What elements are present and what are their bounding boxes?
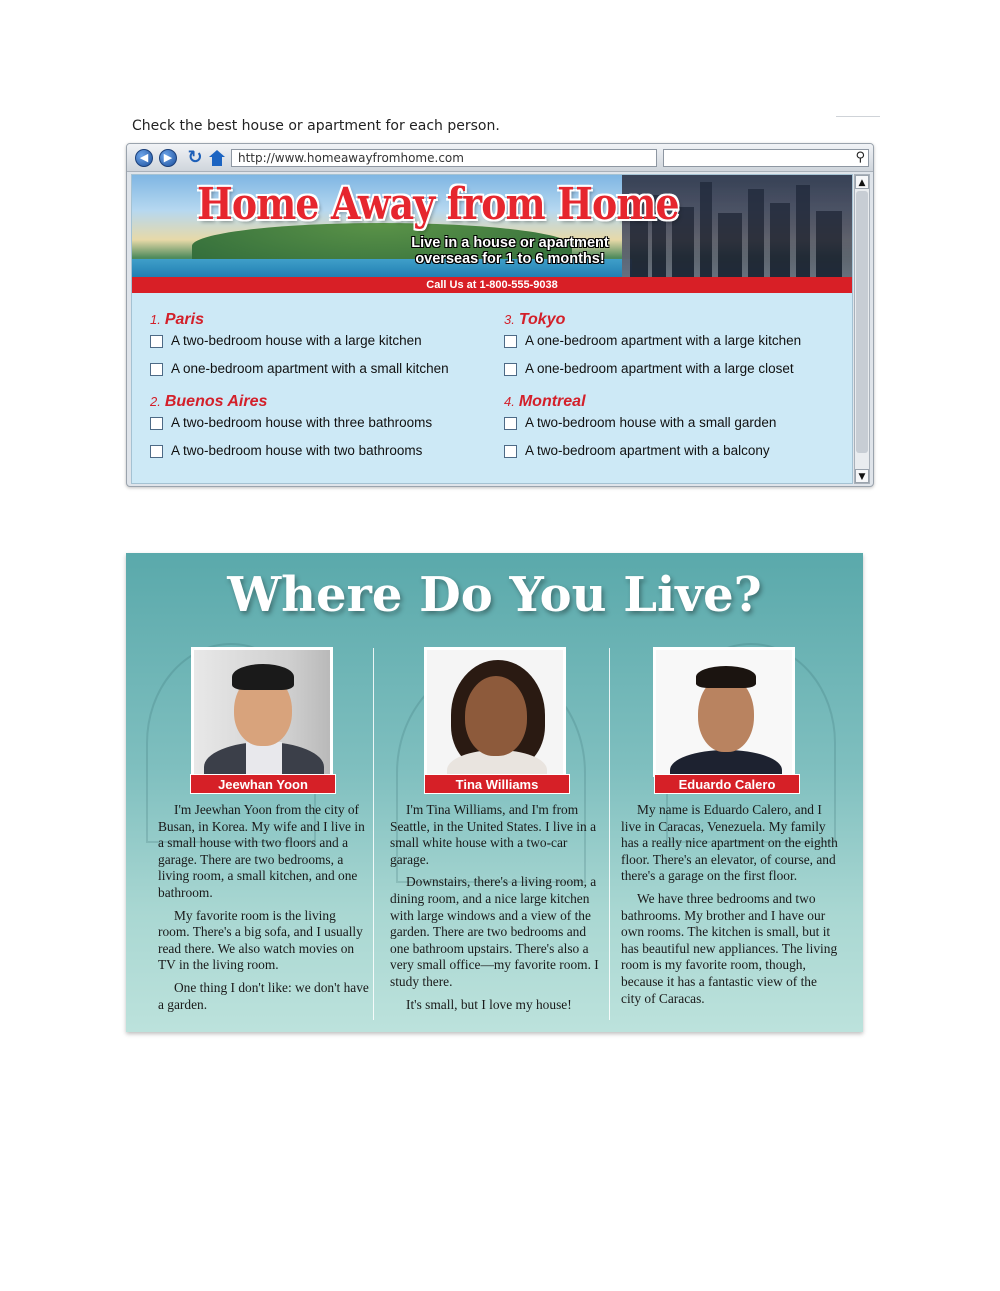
- city-heading: 3. Tokyo: [504, 311, 566, 328]
- option-label: A two-bedroom house with three bathrooms: [171, 415, 433, 430]
- story-paragraph: My favorite room is the living room. There's a big sofa, and I usually read there. We also watch movies on TV in the living room.: [158, 907, 363, 973]
- name-tag: Jeewhan Yoon: [190, 774, 336, 794]
- story-text: [158, 802, 370, 1019]
- option-label: A two-bedroom house with a large kitchen: [171, 333, 422, 348]
- name-tag: Eduardo Calero: [654, 774, 800, 794]
- search-input[interactable]: [663, 149, 869, 167]
- city-heading: 2. Buenos Aires: [150, 393, 268, 410]
- option-label: A one-bedroom apartment with a small kitchen: [171, 361, 449, 376]
- city-heading: 1. Paris: [150, 311, 204, 328]
- story-paragraph: My name is Eduardo Calero, and I live in Caracas, Venezuela. My family has a really nice apartment on the eighth floor. There's an elevator, of course, and there's a garage on the first floor.: [621, 802, 838, 884]
- listing-montreal: [504, 393, 854, 471]
- address-bar[interactable]: http://www.homeawayfromhome.com: [231, 149, 657, 167]
- column-divider: [609, 648, 610, 1020]
- option-label: A two-bedroom house with two bathrooms: [171, 443, 423, 458]
- checkbox[interactable]: [504, 363, 517, 376]
- vertical-scrollbar[interactable]: [854, 174, 870, 484]
- banner-subtitle-line-1: Live in a house or apartment: [411, 235, 609, 251]
- column-divider: [373, 648, 374, 1020]
- listing-buenos-aires: [150, 393, 500, 471]
- portrait-photo: [424, 647, 566, 777]
- banner-title: Home Away from Home: [196, 179, 679, 230]
- instruction-text: Check the best house or apartment for each person.: [132, 118, 500, 134]
- back-arrow-icon[interactable]: ◀: [135, 149, 153, 167]
- checkbox[interactable]: [504, 445, 517, 458]
- browser-window: [126, 143, 874, 487]
- option-checkbox-row[interactable]: [504, 361, 854, 389]
- story-paragraph: One thing I don't like: we don't have a garden.: [158, 979, 369, 1012]
- web-page-content: [131, 174, 853, 484]
- story-paragraph: It's small, but I love my house!: [406, 996, 572, 1012]
- call-us-bar[interactable]: Call Us at 1-800-555-9038: [132, 277, 852, 293]
- option-checkbox-row[interactable]: [150, 333, 500, 361]
- option-checkbox-row[interactable]: [504, 333, 854, 361]
- home-icon[interactable]: [209, 150, 225, 166]
- checkbox[interactable]: [504, 417, 517, 430]
- listing-paris: [150, 311, 500, 389]
- listing-column-right: [504, 311, 854, 475]
- scroll-thumb[interactable]: [856, 191, 868, 453]
- scroll-up-icon[interactable]: ▲: [855, 175, 869, 189]
- option-label: A one-bedroom apartment with a large closet: [525, 361, 794, 376]
- city-heading: 4. Montreal: [504, 393, 586, 410]
- story-paragraph: I'm Jeewhan Yoon from the city of Busan, in Korea. My wife and I live in a small house with two floors and a garage. There are two bedrooms, a living room, a small kitchen, and one bathroom.: [158, 802, 365, 900]
- browser-toolbar: [127, 144, 873, 172]
- portrait-photo: [191, 647, 333, 777]
- banner-subtitle-line-2: overseas for 1 to 6 months!: [415, 251, 605, 267]
- option-checkbox-row[interactable]: [150, 361, 500, 389]
- article-panel: [126, 553, 863, 1032]
- option-checkbox-row[interactable]: [504, 415, 854, 443]
- story-paragraph: Downstairs, there's a living room, a dining room, and a nice large kitchen with large windows and a view of the garden. There are two bedrooms and one bathroom upstairs. There's also a very small office—my favorite room. I study there.: [390, 874, 599, 989]
- checkbox[interactable]: [150, 445, 163, 458]
- search-icon[interactable]: ⚲: [855, 150, 865, 165]
- story-text: [390, 802, 605, 1019]
- option-checkbox-row[interactable]: [150, 443, 500, 471]
- option-label: A two-bedroom house with a small garden: [525, 415, 777, 430]
- option-label: A two-bedroom apartment with a balcony: [525, 443, 770, 458]
- option-checkbox-row[interactable]: [150, 415, 500, 443]
- checkbox[interactable]: [504, 335, 517, 348]
- portrait-photo: [653, 647, 795, 777]
- checkbox[interactable]: [150, 363, 163, 376]
- story-paragraph: We have three bedrooms and two bathrooms. My brother and I have our own rooms. The kitchen is small, but it has beautiful new appliances. The living room is my favorite room, though, because it has a fantastic view of the city of Caracas.: [621, 890, 838, 1006]
- banner-subtitle: [390, 235, 630, 267]
- checkbox[interactable]: [150, 417, 163, 430]
- name-tag: Tina Williams: [424, 774, 570, 794]
- option-checkbox-row[interactable]: [504, 443, 854, 471]
- option-label: A one-bedroom apartment with a large kitchen: [525, 333, 802, 348]
- article-title: Where Do You Live?: [227, 567, 762, 623]
- listing-tokyo: [504, 311, 854, 389]
- checkbox[interactable]: [150, 335, 163, 348]
- story-text: [621, 802, 839, 1013]
- refresh-icon[interactable]: ↻: [187, 147, 203, 168]
- story-paragraph: I'm Tina Williams, and I'm from Seattle, in the United States. I live in a small white house with a two-car garage.: [390, 802, 597, 867]
- scroll-down-icon[interactable]: ▼: [855, 469, 869, 483]
- corner-rule: [836, 116, 880, 117]
- listing-column-left: [150, 311, 500, 475]
- banner: [132, 175, 852, 293]
- forward-arrow-icon[interactable]: ▶: [159, 149, 177, 167]
